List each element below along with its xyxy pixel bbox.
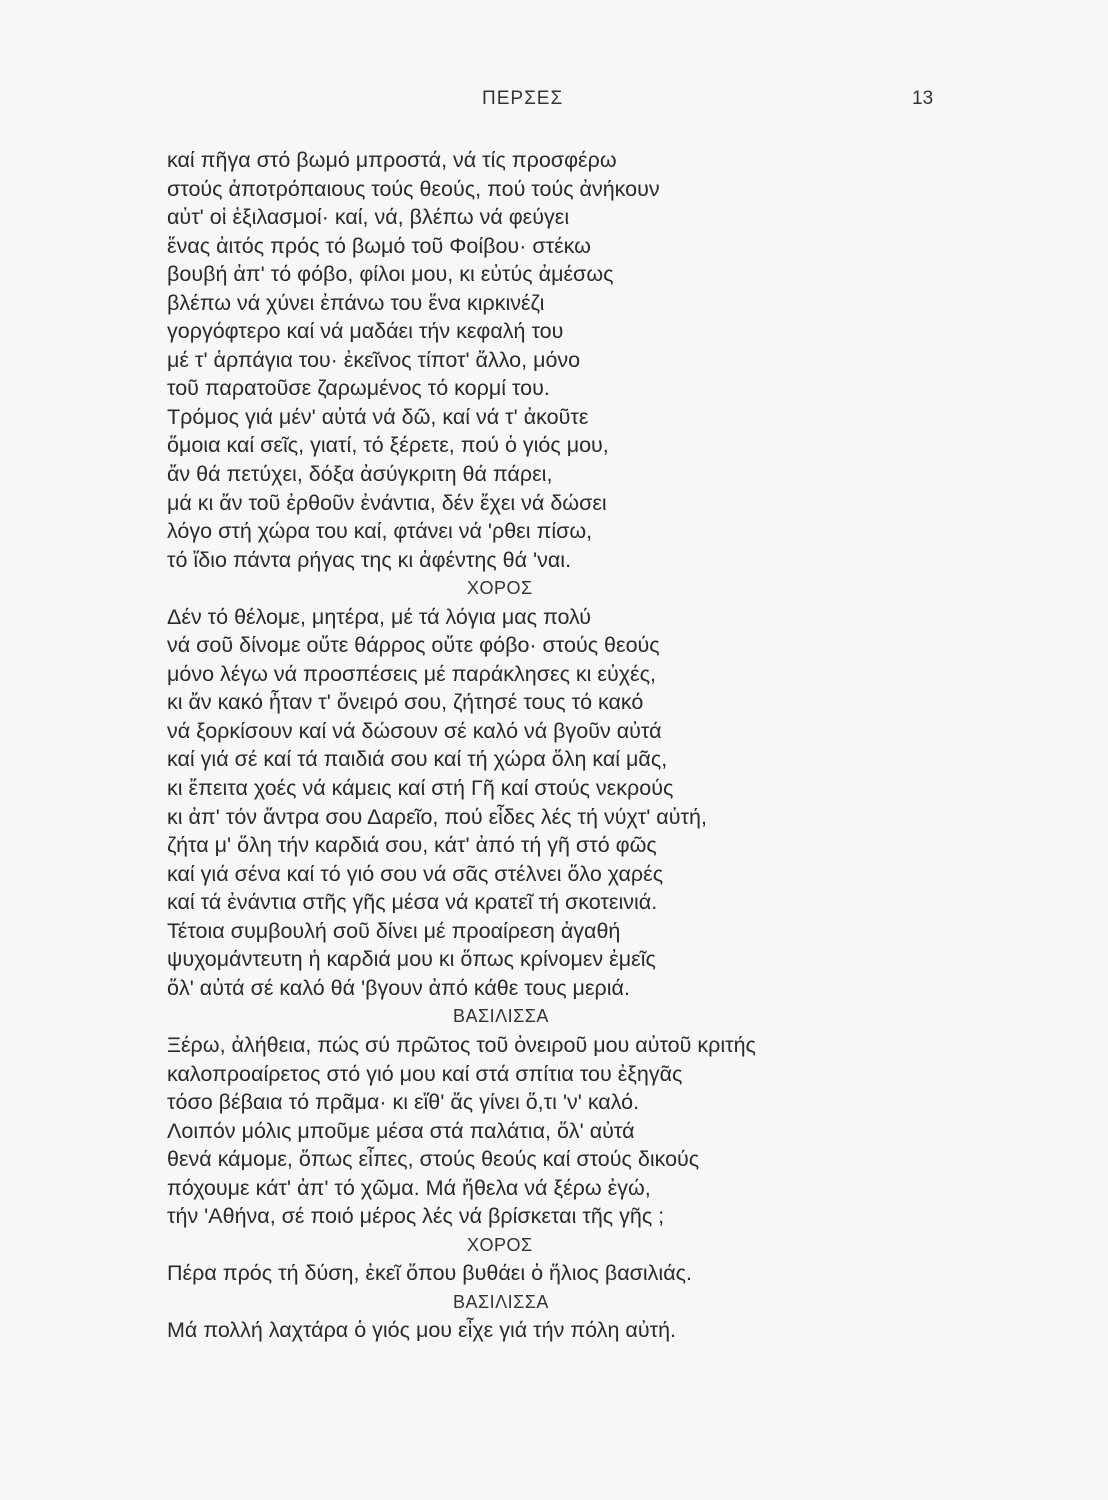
verse-line: νά σοῦ δίνομε οὔτε θάρρος οὔτε φόβο· στούς θεούς	[167, 633, 660, 658]
verse-line: ἕνας ἀιτός πρός τό βωμό τοῦ Φοίβου· στέκω	[167, 233, 591, 258]
verse-text	[167, 146, 907, 1345]
running-header-title: ΠΕΡΣΕΣ	[482, 88, 564, 109]
speaker-label: ΒΑΣΙΛΙΣΣΑ	[453, 1006, 549, 1027]
verse-line: Μά πολλή λαχτάρα ὁ γιός μου εἶχε γιά τήν πόλη αὐτή.	[167, 1318, 677, 1343]
page-number: 13	[912, 88, 934, 109]
verse-line: θενά κάμομε, ὅπως εἶπες, στούς θεούς καί στούς δικούς	[167, 1147, 700, 1172]
verse-line: ψυχομάντευτη ἡ καρδιά μου κι ὅπως κρίνομεν ἐμεῖς	[167, 947, 656, 972]
verse-line: γοργόφτερο καί νά μαδάει τήν κεφαλή του	[167, 319, 564, 344]
speaker-label: ΒΑΣΙΛΙΣΣΑ	[453, 1291, 549, 1312]
verse-line: στούς ἀποτρόπαιους τούς θεούς, πού τούς ἀνήκουν	[167, 176, 660, 201]
verse-line: καλοπροαίρετος στό γιό μου καί στά σπίτια του ἐξηγᾶς	[167, 1061, 683, 1086]
verse-line: Ξέρω, ἀλήθεια, πώς σύ πρῶτος τοῦ ὀνειροῦ μου αὐτοῦ κριτής	[167, 1032, 756, 1057]
verse-line: τόσο βέβαια τό πρᾶμα· κι εἴθ' ἄς γίνει ὅ,τι 'ν' καλό.	[167, 1090, 640, 1115]
verse-line: Τρόμος γιά μέν' αὐτά νά δῶ, καί νά τ' ἀκοῦτε	[167, 404, 589, 429]
verse-line: τό ἴδιο πάντα ρήγας της κι ἀφέντης θά 'ναι.	[167, 547, 572, 572]
verse-line: Λοιπόν μόλις μποῦμε μέσα στά παλάτια, ὅλ' αὐτά	[167, 1118, 635, 1143]
verse-line: καί γιά σέ καί τά παιδιά σου καί τή χώρα ὅλη καί μᾶς,	[167, 747, 668, 772]
verse-line: βουβή ἀπ' τό φόβο, φίλοι μου, κι εὐτύς ἀμέσως	[167, 262, 614, 287]
verse-line: αὐτ' οἱ ἐξιλασμοί· καί, νά, βλέπω νά φεύγει	[167, 205, 570, 230]
verse-line: λόγο στή χώρα του καί, φτάνει νά 'ρθει πίσω,	[167, 519, 593, 544]
verse-line: τήν 'Αθήνα, σέ ποιό μέρος λές νά βρίσκεται τῆς γῆς ;	[167, 1204, 665, 1229]
verse-line: ὅλ' αὐτά σέ καλό θά 'βγουν ἀπό κάθε τους μεριά.	[167, 975, 630, 1000]
verse-line: μέ τ' ἁρπάγια του· ἐκεῖνος τίποτ' ἄλλο, μόνο	[167, 347, 581, 372]
verse-line: Τέτοια συμβουλή σοῦ δίνει μέ προαίρεση ἀγαθή	[167, 918, 621, 943]
verse-line: κι ἄν κακό ἦταν τ' ὄνειρό σου, ζήτησέ τους τό κακό	[167, 690, 644, 715]
verse-line: τοῦ παρατοῦσε ζαρωμένος τό κορμί του.	[167, 376, 550, 401]
verse-line: νά ξορκίσουν καί νά δώσουν σέ καλό νά βγοῦν αὐτά	[167, 718, 662, 743]
verse-line: πόχουμε κάτ' ἀπ' τό χῶμα. Μά ἤθελα νά ξέρω ἐγώ,	[167, 1175, 651, 1200]
verse-line: ὅμοια καί σεῖς, γιατί, τό ξέρετε, πού ὁ γιός μου,	[167, 433, 609, 458]
verse-line: κι ἔπειτα χοές νά κάμεις καί στή Γῆ καί στούς νεκρούς	[167, 776, 674, 801]
verse-line: Δέν τό θέλομε, μητέρα, μέ τά λόγια μας πολύ	[167, 604, 592, 629]
verse-line: βλέπω νά χύνει ἐπάνω του ἕνα κιρκινέζι	[167, 290, 545, 315]
verse-line: μά κι ἄν τοῦ ἐρθοῦν ἐνάντια, δέν ἔχει νά δώσει	[167, 490, 607, 515]
verse-line: καί τά ἐνάντια στῆς γῆς μέσα νά κρατεῖ τή σκοτεινιά.	[167, 890, 658, 915]
speaker-label: ΧΟΡΟΣ	[467, 578, 533, 599]
verse-line: καί πῆγα στό βωμό μπροστά, νά τίς προσφέρω	[167, 148, 617, 172]
verse-line: καί γιά σένα καί τό γιό σου νά σᾶς στέλνει ὅλο χαρές	[167, 861, 664, 886]
verse-line: κι ἀπ' τόν ἄντρα σου Δαρεῖο, πού εἶδες λές τή νύχτ' αὐτή,	[167, 804, 707, 829]
verse-line: μόνο λέγω νά προσπέσεις μέ παράκλησες κι εὐχές,	[167, 661, 656, 686]
speaker-label: ΧΟΡΟΣ	[467, 1234, 533, 1255]
verse-line: ζήτα μ' ὅλη τήν καρδιά σου, κάτ' ἀπό τή γῆ στό φῶς	[167, 833, 657, 858]
verse-line: ἄν θά πετύχει, δόξα ἀσύγκριτη θά πάρει,	[167, 462, 553, 487]
verse-line: Πέρα πρός τή δύση, ἐκεῖ ὅπου βυθάει ὁ ἥλιος βασιλιάς.	[167, 1261, 692, 1286]
